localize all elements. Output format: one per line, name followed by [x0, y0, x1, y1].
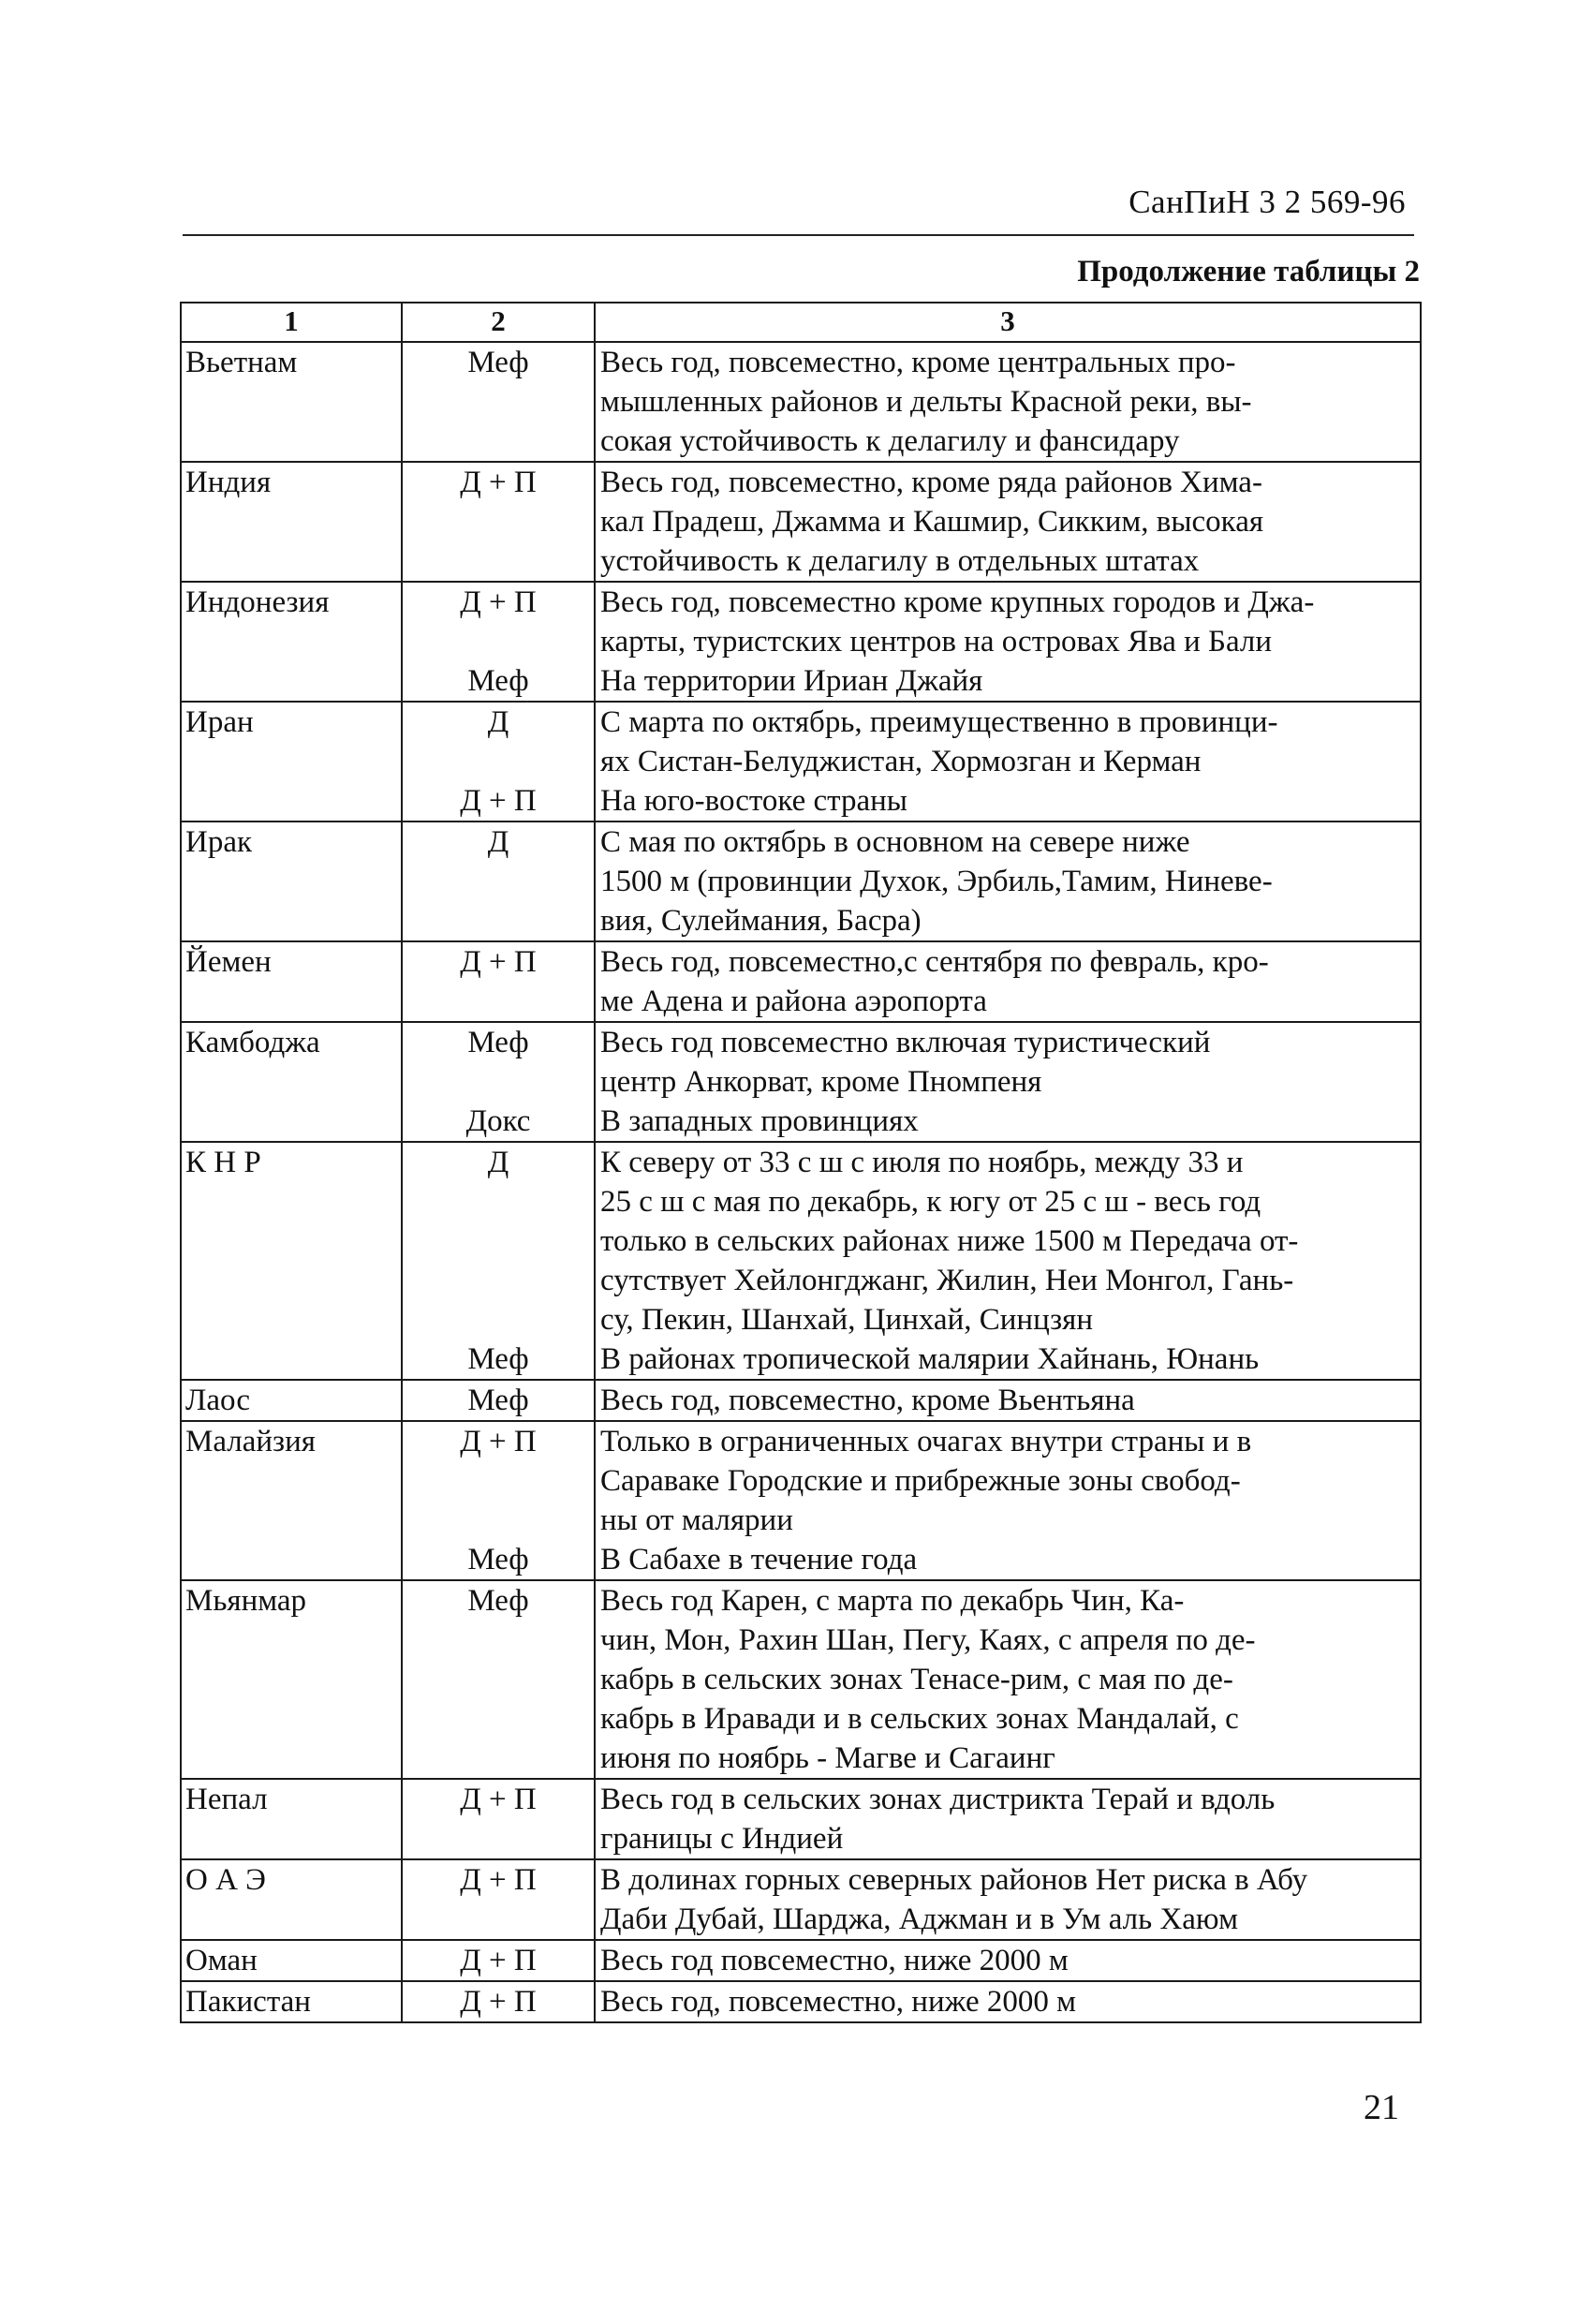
- agent-line: Д + П: [460, 466, 537, 499]
- country-cell: Мьянмар: [181, 1580, 402, 1779]
- agent-cell: [402, 702, 595, 822]
- description-line: мышленных районов и дельты Красной реки, вы-: [600, 385, 1252, 419]
- agent-line: Меф: [467, 1384, 529, 1417]
- agent-cell: [402, 1940, 595, 1981]
- country-cell: Непал: [181, 1779, 402, 1859]
- agent-cell: [402, 1981, 595, 2022]
- column-header: 2: [402, 303, 595, 342]
- agent-line: Д + П: [460, 945, 537, 979]
- description-line: Весь год, повсеместно, кроме центральных про-: [600, 346, 1236, 379]
- agent-line: Д: [487, 705, 509, 739]
- agent-cell: [402, 1022, 595, 1142]
- agent-line: [403, 1461, 594, 1501]
- agent-line: [403, 1182, 594, 1221]
- agent-line: [403, 622, 594, 661]
- description-line: Весь год, повсеместно, ниже 2000 м: [600, 1985, 1077, 2019]
- agent-line: [403, 502, 594, 541]
- table-caption: Продолжение таблицы 2: [1077, 255, 1420, 289]
- description-cell: [595, 702, 1421, 822]
- table-row: [181, 342, 1421, 462]
- table-row: [181, 1421, 1421, 1580]
- agent-line: [403, 1300, 594, 1340]
- description-cell: [595, 1940, 1421, 1981]
- country-cell: Камбоджа: [181, 1022, 402, 1142]
- agent-line: Меф: [467, 664, 529, 698]
- agent-line: [403, 1660, 594, 1699]
- description-line: устойчивость к делагилу в отдельных штатах: [600, 544, 1200, 578]
- agent-line: [403, 862, 594, 901]
- description-line: границы с Индией: [600, 1822, 844, 1856]
- description-line: Весь год, повсеместно кроме крупных городов и Джа-: [600, 585, 1315, 619]
- description-line: Весь год, повсеместно, кроме Вьентьяна: [600, 1384, 1135, 1417]
- description-cell: [595, 1779, 1421, 1859]
- description-line: В Сабахе в течение года: [600, 1543, 918, 1576]
- description-line: Весь год в сельских зонах дистрикта Терай и вдоль: [600, 1783, 1276, 1816]
- description-cell: [595, 582, 1421, 702]
- agent-line: Д + П: [460, 1985, 537, 2019]
- description-cell: [595, 1981, 1421, 2022]
- description-line: 25 с ш с мая по декабрь, к югу от 25 с ш - весь год: [600, 1185, 1261, 1219]
- description-cell: [595, 342, 1421, 462]
- table-row: [181, 1981, 1421, 2022]
- description-line: только в сельских районах ниже 1500 м Передача от-: [600, 1224, 1299, 1258]
- agent-cell: [402, 1421, 595, 1580]
- agent-cell: [402, 1380, 595, 1421]
- description-line: Сараваке Городские и прибрежные зоны свобод-: [600, 1464, 1241, 1498]
- description-cell: [595, 1421, 1421, 1580]
- agent-cell: [402, 1580, 595, 1779]
- agent-line: Д: [487, 1146, 509, 1179]
- description-line: сокая устойчивость к делагилу и фансидару: [600, 424, 1180, 458]
- column-header: 3: [595, 303, 1421, 342]
- table-row: [181, 1142, 1421, 1380]
- description-line: центр Анкорват, кроме Пномпеня: [600, 1065, 1042, 1099]
- agent-line: [403, 901, 594, 940]
- description-line: ны от малярии: [600, 1503, 793, 1537]
- agent-line: [403, 1261, 594, 1300]
- header-rule: [183, 234, 1414, 236]
- description-line: В долинах горных северных районов Нет риска в Абу: [600, 1863, 1308, 1897]
- description-line: Только в ограниченных очагах внутри страны и в: [600, 1425, 1252, 1458]
- page-number: 21: [1364, 2088, 1399, 2127]
- agent-cell: [402, 342, 595, 462]
- agent-line: [403, 1699, 594, 1739]
- agent-line: Д + П: [460, 1425, 537, 1458]
- country-cell: Индия: [181, 462, 402, 582]
- description-line: В западных провинциях: [600, 1104, 919, 1138]
- document-code: СанПиН 3 2 569-96: [1128, 184, 1406, 220]
- agent-line: [403, 742, 594, 781]
- description-cell: [595, 1142, 1421, 1380]
- agent-line: Д: [487, 825, 509, 859]
- description-line: кал Прадеш, Джамма и Кашмир, Сикким, высокая: [600, 505, 1264, 539]
- description-line: Весь год, повсеместно,с сентября по февраль, кро-: [600, 945, 1269, 979]
- description-cell: [595, 1859, 1421, 1940]
- table-row: [181, 702, 1421, 822]
- country-cell: Иран: [181, 702, 402, 822]
- agent-cell: [402, 1142, 595, 1380]
- agent-cell: [402, 582, 595, 702]
- column-header: 1: [181, 303, 402, 342]
- agent-line: Д + П: [460, 1863, 537, 1897]
- description-line: Даби Дубай, Шарджа, Аджман и в Ум аль Хаюм: [600, 1902, 1239, 1936]
- agent-line: Докс: [465, 1104, 531, 1138]
- agent-line: Д + П: [460, 1783, 537, 1816]
- description-line: С мая по октябрь в основном на севере ниже: [600, 825, 1190, 859]
- agent-cell: [402, 1859, 595, 1940]
- description-line: Весь год повсеместно включая туристический: [600, 1026, 1211, 1059]
- table-row: [181, 582, 1421, 702]
- agent-cell: [402, 462, 595, 582]
- country-cell: К Н Р: [181, 1142, 402, 1380]
- table-row: [181, 1940, 1421, 1981]
- description-line: Весь год Карен, с марта по декабрь Чин, Ка-: [600, 1584, 1185, 1618]
- agent-line: [403, 422, 594, 461]
- country-cell: О А Э: [181, 1859, 402, 1940]
- agent-line: [403, 982, 594, 1021]
- country-cell: Йемен: [181, 941, 402, 1022]
- table-row: [181, 1580, 1421, 1779]
- data-table: [180, 302, 1422, 2023]
- description-line: кабрь в Иравади и в сельских зонах Мандалай, с: [600, 1702, 1239, 1736]
- country-cell: Ирак: [181, 822, 402, 941]
- table-header-row: [181, 303, 1421, 342]
- description-cell: [595, 462, 1421, 582]
- agent-line: [403, 1900, 594, 1939]
- description-line: сутствует Хейлонгджанг, Жилин, Неи Монгол, Гань-: [600, 1264, 1294, 1297]
- country-cell: Пакистан: [181, 1981, 402, 2022]
- description-cell: [595, 1022, 1421, 1142]
- description-line: ме Адена и района аэропорта: [600, 984, 987, 1018]
- description-line: Весь год повсеместно, ниже 2000 м: [600, 1944, 1069, 1977]
- description-cell: [595, 822, 1421, 941]
- agent-line: Д + П: [460, 1944, 537, 1977]
- table-row: [181, 822, 1421, 941]
- agent-line: [403, 1062, 594, 1102]
- agent-line: [403, 382, 594, 422]
- description-line: июня по ноябрь - Магве и Сагаинг: [600, 1741, 1055, 1775]
- description-cell: [595, 1580, 1421, 1779]
- agent-cell: [402, 1779, 595, 1859]
- agent-line: [403, 1739, 594, 1778]
- agent-line: [403, 1221, 594, 1261]
- description-line: 1500 м (провинции Духок, Эрбиль,Тамим, Ниневе-: [600, 865, 1273, 898]
- description-line: карты, туристских центров на островах Ява и Бали: [600, 625, 1273, 659]
- agent-line: Меф: [467, 1543, 529, 1576]
- country-cell: Малайзия: [181, 1421, 402, 1580]
- description-line: ях Систан-Белуджистан, Хормозган и Керман: [600, 745, 1202, 778]
- agent-line: Д + П: [460, 585, 537, 619]
- agent-line: Меф: [467, 346, 529, 379]
- description-line: су, Пекин, Шанхай, Цинхай, Синцзян: [600, 1303, 1094, 1337]
- country-cell: Оман: [181, 1940, 402, 1981]
- agent-cell: [402, 941, 595, 1022]
- description-line: В районах тропической малярии Хайнань, Юнань: [600, 1342, 1260, 1376]
- agent-line: Меф: [467, 1584, 529, 1618]
- table-row: [181, 1380, 1421, 1421]
- agent-line: [403, 541, 594, 581]
- table-row: [181, 1022, 1421, 1142]
- agent-line: [403, 1501, 594, 1540]
- agent-line: Меф: [467, 1026, 529, 1059]
- table-row: [181, 1859, 1421, 1940]
- description-line: К северу от 33 с ш с июля по ноябрь, между 33 и: [600, 1146, 1244, 1179]
- description-line: На территории Ириан Джайя: [600, 664, 983, 698]
- description-cell: [595, 1380, 1421, 1421]
- table-row: [181, 1779, 1421, 1859]
- table-row: [181, 941, 1421, 1022]
- description-line: чин, Мон, Рахин Шан, Пегу, Каях, с апреля по де-: [600, 1623, 1256, 1657]
- description-line: кабрь в сельских зонах Тенасе-рим, с мая по де-: [600, 1663, 1233, 1696]
- description-line: На юго-востоке страны: [600, 784, 907, 818]
- description-cell: [595, 941, 1421, 1022]
- description-line: вия, Сулеймания, Басра): [600, 904, 922, 938]
- agent-line: [403, 1819, 594, 1858]
- description-line: Весь год, повсеместно, кроме ряда районов Хима-: [600, 466, 1262, 499]
- agent-cell: [402, 822, 595, 941]
- agent-line: [403, 1621, 594, 1660]
- agent-line: Меф: [467, 1342, 529, 1376]
- country-cell: Вьетнам: [181, 342, 402, 462]
- country-cell: Лаос: [181, 1380, 402, 1421]
- description-line: С марта по октябрь, преимущественно в провинци-: [600, 705, 1278, 739]
- country-cell: Индонезия: [181, 582, 402, 702]
- agent-line: Д + П: [460, 784, 537, 818]
- table-row: [181, 462, 1421, 582]
